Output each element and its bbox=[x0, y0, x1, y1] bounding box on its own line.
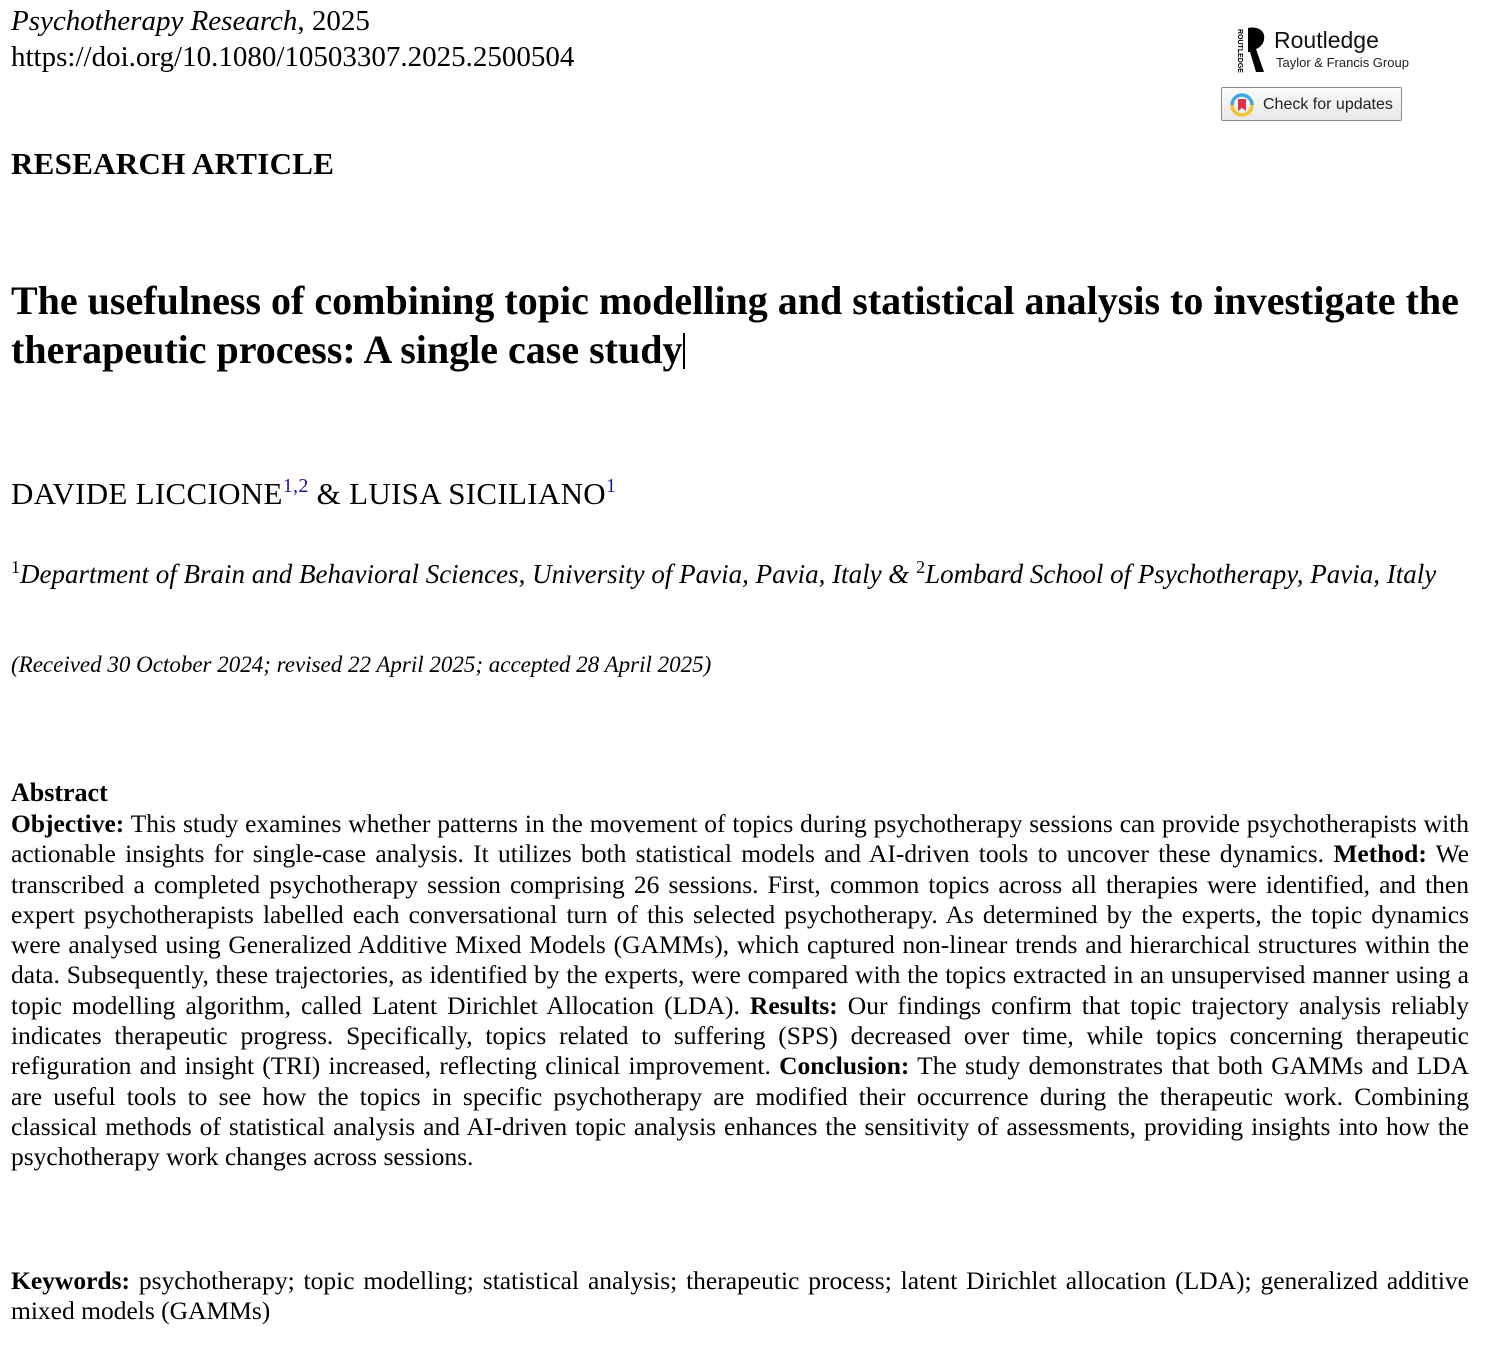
routledge-head-icon bbox=[1234, 25, 1270, 75]
author-name: DAVIDE LICCIONE bbox=[11, 476, 283, 511]
text-cursor bbox=[683, 333, 685, 369]
routledge-logo bbox=[1234, 25, 1414, 77]
author-affiliation-mark[interactable]: 1 bbox=[605, 475, 617, 497]
affiliations bbox=[11, 556, 1471, 592]
article-title bbox=[11, 276, 1481, 374]
keywords-text: psychotherapy; topic modelling; statistical analysis; therapeutic process; latent Dirichlet allocation (LDA); generalized additive mixed models (GAMMs) bbox=[11, 1266, 1469, 1326]
objective-label: Objective: bbox=[11, 809, 125, 838]
abstract-heading: Abstract bbox=[11, 778, 108, 807]
method-label: Method: bbox=[1333, 839, 1427, 869]
keywords bbox=[11, 1266, 1469, 1327]
affiliation-mark: 2 bbox=[916, 557, 926, 577]
method-text: We transcribed a completed psychotherapy session comprising 26 sessions. First, common topics across all therapies were identified, and then expert psychotherapists labelled each conversational turn of this selected psychotherapy. As determined by the experts, the topic dynamics were analysed using Generalized Additive Mixed Models (GAMMs), which captured non-linear trends and hierarchical structures within the data. Subsequently, these trajectories, as identified by the experts, were compared with the topics extracted in an unsupervised manner using a topic modelling algorithm, called Latent Dirichlet Allocation (LDA). bbox=[11, 839, 1469, 1020]
publisher-name: Routledge bbox=[1274, 27, 1379, 53]
article-type: RESEARCH ARTICLE bbox=[11, 146, 335, 181]
check-for-updates-button[interactable] bbox=[1221, 87, 1402, 121]
author-separator: & bbox=[308, 476, 350, 511]
affiliation-mark: 1 bbox=[11, 557, 20, 577]
publication-dates: (Received 30 October 2024; revised 22 April 2025; accepted 28 April 2025) bbox=[11, 652, 712, 677]
doi-link[interactable]: https://doi.org/10.1080/10503307.2025.2500504 bbox=[11, 41, 575, 73]
article-title-text: The usefulness of combining topic modelling and statistical analysis to investigate the therapeutic process: A single case study bbox=[11, 278, 1459, 372]
results-label: Results: bbox=[749, 990, 838, 1020]
author-list bbox=[11, 476, 616, 512]
author-name: LUISA SICILIANO bbox=[349, 476, 606, 511]
keywords-label: Keywords: bbox=[11, 1266, 130, 1295]
crossmark-icon bbox=[1230, 93, 1254, 117]
journal-year: , 2025 bbox=[297, 5, 370, 37]
publisher-group: Taylor & Francis Group bbox=[1276, 55, 1409, 70]
check-for-updates-label: Check for updates bbox=[1263, 96, 1393, 113]
results-text: Our findings confirm that topic trajectory analysis reliably indicates therapeutic progress. Specifically, topics related to suffering (SPS) decreased over time, while topics concerning therapeutic refiguration and insight (TRI) increased, reflecting clinical improvement. bbox=[11, 990, 1470, 1081]
author-affiliation-mark[interactable]: 1,2 bbox=[282, 475, 309, 497]
affiliation-text: Lombard School of Psychotherapy, Pavia, Italy bbox=[925, 559, 1437, 589]
objective-text: This study examines whether patterns in the movement of topics during psychotherapy sessions can provide psychotherapists with actionable insights for single-case analysis. It utilizes both statistical models and AI-driven tools to uncover these dynamics. bbox=[11, 809, 1469, 869]
journal-citation bbox=[11, 4, 370, 38]
affiliation-text: Department of Brain and Behavioral Sciences, University of Pavia, Pavia, Italy & bbox=[20, 559, 917, 589]
abstract-body bbox=[11, 809, 1469, 1173]
conclusion-label: Conclusion: bbox=[779, 1051, 910, 1081]
svg-text:ROUTLEDGE: ROUTLEDGE bbox=[1236, 29, 1243, 73]
conclusion-text: The study demonstrates that both GAMMs and LDA are useful tools to see how the topics in specific psychotherapy are modified their occurrence during the therapeutic work. Combining classical methods of statistical analysis and AI-driven topic analysis enhances the sensitivity of assessments, providing insights into how the psychotherapy work changes across sessions. bbox=[11, 1051, 1469, 1172]
journal-name: Psychotherapy Research bbox=[11, 5, 298, 37]
